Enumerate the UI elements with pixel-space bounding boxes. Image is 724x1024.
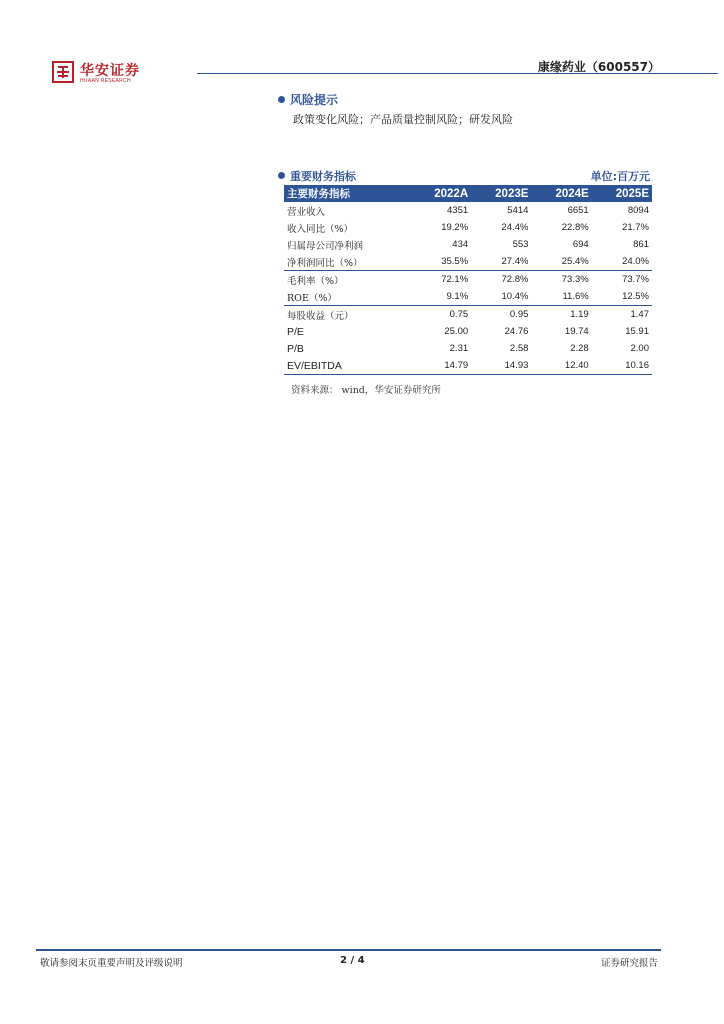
row-label: 收入同比（%） bbox=[287, 223, 354, 235]
page-header bbox=[52, 58, 664, 88]
table-cell: 19.74 bbox=[564, 326, 589, 337]
table-row bbox=[284, 202, 652, 219]
table-cell: 2.00 bbox=[630, 343, 649, 354]
table-cell: 2.58 bbox=[509, 343, 529, 354]
table-cell: 2.31 bbox=[449, 343, 469, 354]
table-cell: 6651 bbox=[567, 205, 589, 216]
table-cell: 9.1% bbox=[446, 291, 469, 302]
table-row bbox=[284, 219, 652, 236]
table-cell: 22.8% bbox=[561, 222, 589, 233]
column-header: 2022A bbox=[410, 185, 471, 202]
table-row bbox=[284, 340, 652, 357]
financial-title-text: 重要财务指标 bbox=[290, 170, 356, 183]
row-label: 净利润同比（%） bbox=[287, 257, 363, 269]
table-cell: 24.4% bbox=[501, 222, 529, 233]
table-cell: 12.5% bbox=[622, 291, 649, 302]
table-cell: 72.1% bbox=[410, 271, 471, 289]
row-label: EV/EBITDA bbox=[284, 357, 410, 375]
table-cell: 27.4% bbox=[501, 256, 529, 267]
table-cell: 861 bbox=[633, 239, 649, 250]
table-row bbox=[284, 253, 652, 271]
financial-table-heading bbox=[278, 168, 650, 184]
table-cell: 14.79 bbox=[410, 357, 471, 375]
risk-title-text: 风险提示 bbox=[290, 93, 339, 107]
table-cell: 73.3% bbox=[531, 271, 591, 289]
financial-title bbox=[278, 168, 356, 184]
footer-divider bbox=[36, 949, 661, 951]
source-note: 资料来源： wind，华安证券研究所 bbox=[291, 385, 441, 396]
page-number: 2 / 4 bbox=[340, 955, 365, 966]
table-header-row bbox=[284, 185, 652, 202]
table-cell: 72.8% bbox=[471, 271, 531, 289]
table-cell: 10.4% bbox=[501, 291, 529, 302]
table-cell: 434 bbox=[452, 239, 469, 250]
column-header: 2024E bbox=[531, 185, 591, 202]
table-cell: 35.5% bbox=[441, 256, 469, 267]
table-cell: 1.19 bbox=[531, 306, 591, 324]
logo-subtext: HUAAN RESEARCH bbox=[80, 78, 131, 84]
table-cell: 73.7% bbox=[592, 271, 652, 289]
table-row bbox=[284, 236, 652, 253]
table-cell: 25.4% bbox=[561, 256, 589, 267]
financial-table bbox=[284, 185, 652, 375]
table-cell: 0.95 bbox=[471, 306, 531, 324]
footer-disclaimer: 敬请参阅末页重要声明及评级说明 bbox=[40, 958, 183, 969]
table-cell: 10.16 bbox=[592, 357, 652, 375]
column-header: 2023E bbox=[471, 185, 531, 202]
table-cell: 15.91 bbox=[625, 326, 649, 337]
table-cell: 24.0% bbox=[622, 256, 649, 267]
table-cell: 0.75 bbox=[410, 306, 471, 324]
logo-text: 华安证券 bbox=[80, 63, 140, 79]
row-label: 归属母公司净利润 bbox=[287, 240, 364, 252]
table-cell: 1.47 bbox=[592, 306, 652, 324]
table-cell: 21.7% bbox=[622, 222, 649, 233]
risk-section-title bbox=[278, 91, 338, 108]
table-cell: 2.28 bbox=[570, 343, 589, 354]
table-cell: 8094 bbox=[627, 205, 649, 216]
table-row bbox=[284, 323, 652, 340]
table-cell: 553 bbox=[512, 239, 529, 250]
column-header: 主要财务指标 bbox=[284, 185, 410, 202]
table-cell: 11.6% bbox=[562, 291, 589, 302]
table-cell: 25.00 bbox=[444, 326, 469, 337]
table-cell: 694 bbox=[572, 239, 589, 250]
financial-unit: 单位:百万元 bbox=[590, 170, 650, 183]
table-row bbox=[284, 271, 652, 289]
company-title: 康缘药业（600557） bbox=[537, 60, 660, 74]
huaan-logo-icon bbox=[52, 61, 74, 83]
row-label: 每股收益（元） bbox=[284, 306, 410, 324]
risk-text: 政策变化风险；产品质量控制风险；研发风险 bbox=[293, 113, 513, 126]
row-label: 营业收入 bbox=[287, 206, 326, 218]
row-label: P/B bbox=[287, 342, 304, 355]
row-label: ROE（%） bbox=[287, 292, 337, 304]
footer-report-type: 证券研究报告 bbox=[600, 958, 658, 969]
table-cell: 24.76 bbox=[504, 326, 529, 337]
table-cell: 14.93 bbox=[471, 357, 531, 375]
table-cell: 4351 bbox=[447, 205, 469, 216]
table-row bbox=[284, 288, 652, 306]
table-row bbox=[284, 357, 652, 375]
table-cell: 12.40 bbox=[531, 357, 591, 375]
table-row bbox=[284, 306, 652, 324]
table-body bbox=[284, 202, 652, 375]
row-label: P/E bbox=[287, 325, 304, 338]
table-cell: 5414 bbox=[507, 205, 529, 216]
row-label: 毛利率（%） bbox=[284, 271, 410, 289]
bullet-icon bbox=[278, 96, 285, 103]
bullet-icon bbox=[278, 172, 285, 179]
column-header: 2025E bbox=[592, 185, 652, 202]
table-cell: 19.2% bbox=[441, 222, 469, 233]
